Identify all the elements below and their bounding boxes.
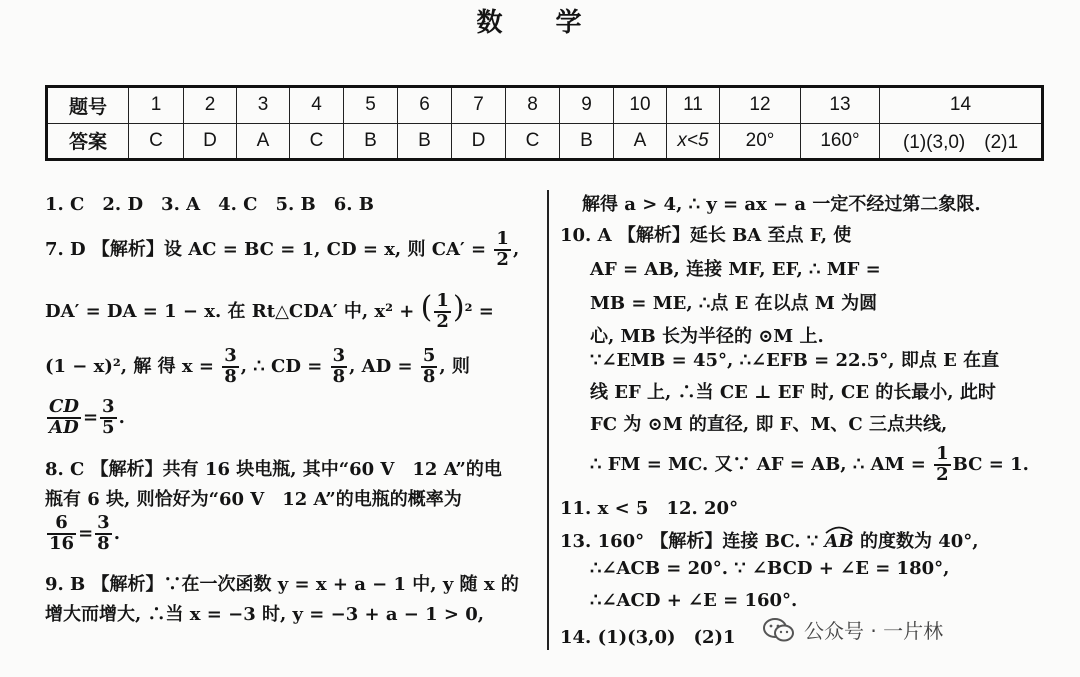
fraction — [95, 514, 112, 554]
question-number: 11 — [667, 87, 720, 124]
answer-cell: A — [237, 123, 290, 160]
q10-text: ∴ FM = MC. 又∵ AF = AB, ∴ AM = — [590, 453, 926, 475]
answer-cell: A — [614, 123, 667, 160]
question-number: 13 — [801, 87, 880, 124]
answer-cell: B — [560, 123, 614, 160]
answer-14: 14. (1)(3,0) (2)1 — [560, 627, 736, 648]
equals-sign: = — [78, 522, 94, 544]
q13-text: 13. 160° 【解析】连接 BC. ∵ — [560, 531, 825, 552]
q8-line-3: $\frac{6}{16}$ = $\frac{3}{8}$ . — [49, 512, 120, 554]
question-number-row — [47, 87, 1043, 124]
fraction — [100, 398, 117, 438]
answers-1-6: 1. C 2. D 3. A 4. C 5. B 6. B — [45, 194, 375, 215]
q13-line-1 — [560, 527, 979, 553]
answer-table — [45, 85, 1044, 161]
fraction — [222, 347, 239, 387]
answer-row — [47, 123, 1043, 160]
fraction-denominator: 16 — [49, 532, 75, 554]
fraction-denominator: AD — [49, 416, 79, 438]
fraction-numerator: 6 — [47, 514, 76, 535]
fraction-numerator: CD — [49, 396, 79, 417]
fraction-denominator: 2 — [436, 311, 449, 332]
fraction — [47, 398, 81, 438]
question-number: 12 — [720, 87, 801, 124]
q7-line-1: 7. D 【解析】设 AC = BC = 1, CD = x, 则 CA′ = $\frac{1}{2}$ , — [45, 228, 520, 270]
question-number: 2 — [184, 87, 237, 124]
q7-text: DA′ = DA = 1 − x. 在 Rt△CDA′ 中, x² + — [45, 301, 415, 322]
answer-label: 答案 — [47, 123, 129, 160]
fraction-numerator: 3 — [224, 345, 237, 366]
q13-text: 的度数为 40°, — [853, 531, 979, 552]
q10-line-3: MB = ME, ∴点 E 在以点 M 为圆 — [590, 293, 878, 314]
q7-text: 7. D 【解析】设 AC = BC = 1, CD = x, 则 CA′ = — [45, 238, 487, 260]
fraction-numerator: 3 — [102, 396, 115, 417]
watermark-text: 公众号 · 一片林 — [804, 619, 944, 643]
answer-cell: B — [344, 123, 398, 160]
answer-cell: C — [506, 123, 560, 160]
answer-cell: B — [398, 123, 452, 160]
q7-text: , 则 — [439, 355, 470, 377]
q10-line-8 — [590, 445, 1029, 485]
fraction-numerator: 3 — [332, 345, 346, 366]
q9-line-1: 9. B 【解析】∵在一次函数 y = x + a − 1 中, y 随 x 的 — [45, 574, 519, 595]
q7-text: (1 − x)², 解 得 x = — [45, 355, 214, 377]
equals-sign: = — [82, 406, 99, 428]
answer-cell: 160° — [801, 123, 880, 160]
q10-line-6: 线 EF 上, ∴当 CE ⊥ EF 时, CE 的长最小, 此时 — [590, 382, 996, 403]
question-number: 8 — [506, 87, 560, 124]
fraction-denominator: 8 — [332, 365, 346, 387]
arc-icon — [824, 524, 854, 534]
fraction — [434, 292, 451, 332]
fraction — [421, 347, 438, 387]
q8-line-2: 瓶有 6 块, 则恰好为“60 V 12 A”的电瓶的概率为 — [45, 489, 462, 510]
q10-line-4: 心, MB 长为半径的 ⊙M 上. — [590, 326, 824, 347]
question-number: 9 — [560, 87, 614, 124]
q13-line-3: ∴∠ACD + ∠E = 160°. — [590, 590, 798, 611]
answers-11-12: 11. x < 5 12. 20° — [560, 498, 739, 519]
fraction — [494, 230, 511, 270]
question-number: 7 — [452, 87, 506, 124]
question-number: 1 — [129, 87, 184, 124]
fraction-denominator: 2 — [496, 248, 509, 270]
answer-cell: D — [452, 123, 506, 160]
q7-text: , AD = — [349, 355, 413, 377]
fraction — [934, 445, 951, 485]
answer-cell: 20° — [720, 123, 801, 160]
q9-line-2: 增大而增大, ∴当 x = −3 时, y = −3 + a − 1 > 0, — [45, 604, 485, 625]
fraction-numerator: 1 — [436, 290, 449, 312]
q10-line-1: 10. A 【解析】延长 BA 至点 F, 使 — [560, 225, 852, 246]
fraction-numerator: 5 — [422, 345, 436, 366]
answer-cell: C — [290, 123, 344, 160]
fraction-denominator: 5 — [102, 416, 115, 438]
fraction-numerator: 1 — [496, 228, 509, 249]
question-number: 4 — [290, 87, 344, 124]
q8-line-1: 8. C 【解析】共有 16 块电瓶, 其中“60 V 12 A”的电 — [45, 459, 502, 480]
answer-cell: D — [184, 123, 237, 160]
page-title: 数 学 — [476, 8, 604, 38]
fraction-denominator: 2 — [936, 463, 949, 485]
watermark — [762, 615, 943, 644]
column-divider — [547, 190, 549, 650]
fraction-denominator: 8 — [224, 365, 237, 387]
q10-text: BC = 1. — [952, 453, 1029, 475]
q9-continued: 解得 a > 4, ∴ y = ax − a 一定不经过第二象限. — [582, 194, 981, 215]
fraction — [331, 347, 348, 387]
fraction — [47, 514, 76, 554]
q7-line-2: DA′ = DA = 1 − x. 在 Rt△CDA′ 中, x² + ( $\frac{1}{2}$ )² = — [45, 290, 494, 332]
q10-line-7: FC 为 ⊙M 的直径, 即 F、M、C 三点共线, — [590, 414, 948, 435]
question-number: 6 — [398, 87, 452, 124]
fraction-numerator: 1 — [936, 443, 949, 464]
q7-text: ² = — [464, 301, 494, 322]
fraction-denominator: 8 — [97, 532, 110, 554]
answer-cell: C — [129, 123, 184, 160]
question-number: 5 — [344, 87, 398, 124]
q13-line-2: ∴∠ACB = 20°. ∵ ∠BCD + ∠E = 180°, — [590, 558, 950, 579]
question-number: 10 — [614, 87, 667, 124]
question-number: 3 — [237, 87, 290, 124]
answer-cell: (1)(3,0) (2)1 — [880, 123, 1043, 160]
q10-line-5: ∵∠EMB = 45°, ∴∠EFB = 22.5°, 即点 E 在直 — [590, 350, 1000, 371]
q7-line-3 — [45, 347, 470, 387]
wechat-icon — [762, 617, 796, 643]
fraction-denominator: 8 — [422, 365, 436, 387]
q7-text: , ∴ CD = — [240, 355, 323, 377]
answer-cell: x<5 — [667, 123, 720, 160]
header-label: 题号 — [47, 87, 129, 124]
arc-label: AB — [825, 531, 854, 552]
fraction-numerator: 3 — [97, 512, 110, 533]
q10-line-2: AF = AB, 连接 MF, EF, ∴ MF = — [590, 259, 881, 280]
question-number: 14 — [880, 87, 1043, 124]
q7-line-4: $\frac{CD}{AD}$ = $\frac{3}{5}$ . — [49, 396, 125, 438]
